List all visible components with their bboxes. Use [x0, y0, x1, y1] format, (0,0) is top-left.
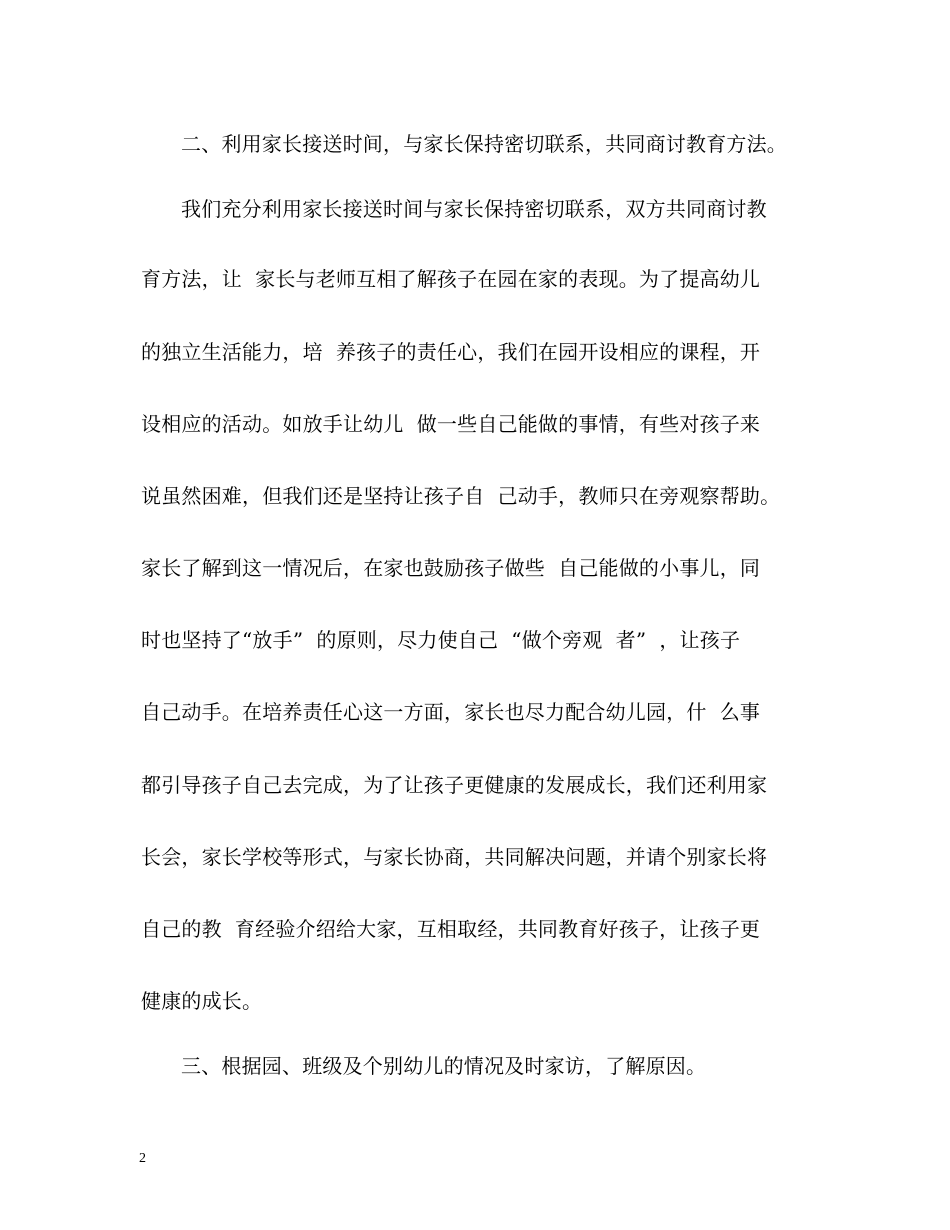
- section-heading-3: 三、根据园、班级及个别幼儿的情况及时家访，了解原因。: [181, 1054, 707, 1078]
- paragraph-line: 育方法，让 家长与老师互相了解孩子在园在家的表现。为了提高幼儿: [141, 267, 761, 291]
- paragraph-line: 都引导孩子自己去完成，为了让孩子更健康的发展成长，我们还利用家: [141, 773, 768, 797]
- paragraph-line: 我们充分利用家长接送时间与家长保持密切联系，双方共同商讨教: [181, 197, 767, 221]
- paragraph-line: 设相应的活动。如放手让幼儿 做一些自己能做的事情，有些对孩子来: [141, 412, 761, 436]
- paragraph-line: 家长了解到这一情况后，在家也鼓励孩子做些 自己能做的小事儿，同: [141, 556, 761, 580]
- section-heading-2: 二、利用家长接送时间，与家长保持密切联系，共同商讨教育方法。: [181, 132, 787, 156]
- paragraph-line: 说虽然困难，但我们还是坚持让孩子自 己动手，教师只在旁观察帮助。: [141, 484, 781, 508]
- paragraph-line: 的独立生活能力，培 养孩子的责任心，我们在园开设相应的课程，开: [141, 340, 761, 364]
- paragraph-line: 长会，家长学校等形式，与家长协商，共同解决问题，并请个别家长将: [141, 845, 768, 869]
- paragraph-line: 健康的成长。: [141, 989, 263, 1013]
- paragraph-line: 自己动手。在培养责任心这一方面，家长也尽力配合幼儿园，什 么事: [141, 700, 761, 724]
- page-number: 2: [139, 1151, 146, 1166]
- paragraph-line: 时也坚持了“放手” 的原则，尽力使自己 “做个旁观 者” ，让孩子: [141, 628, 741, 652]
- paragraph-line: 自己的教 育经验介绍给大家，互相取经，共同教育好孩子，让孩子更: [141, 917, 761, 941]
